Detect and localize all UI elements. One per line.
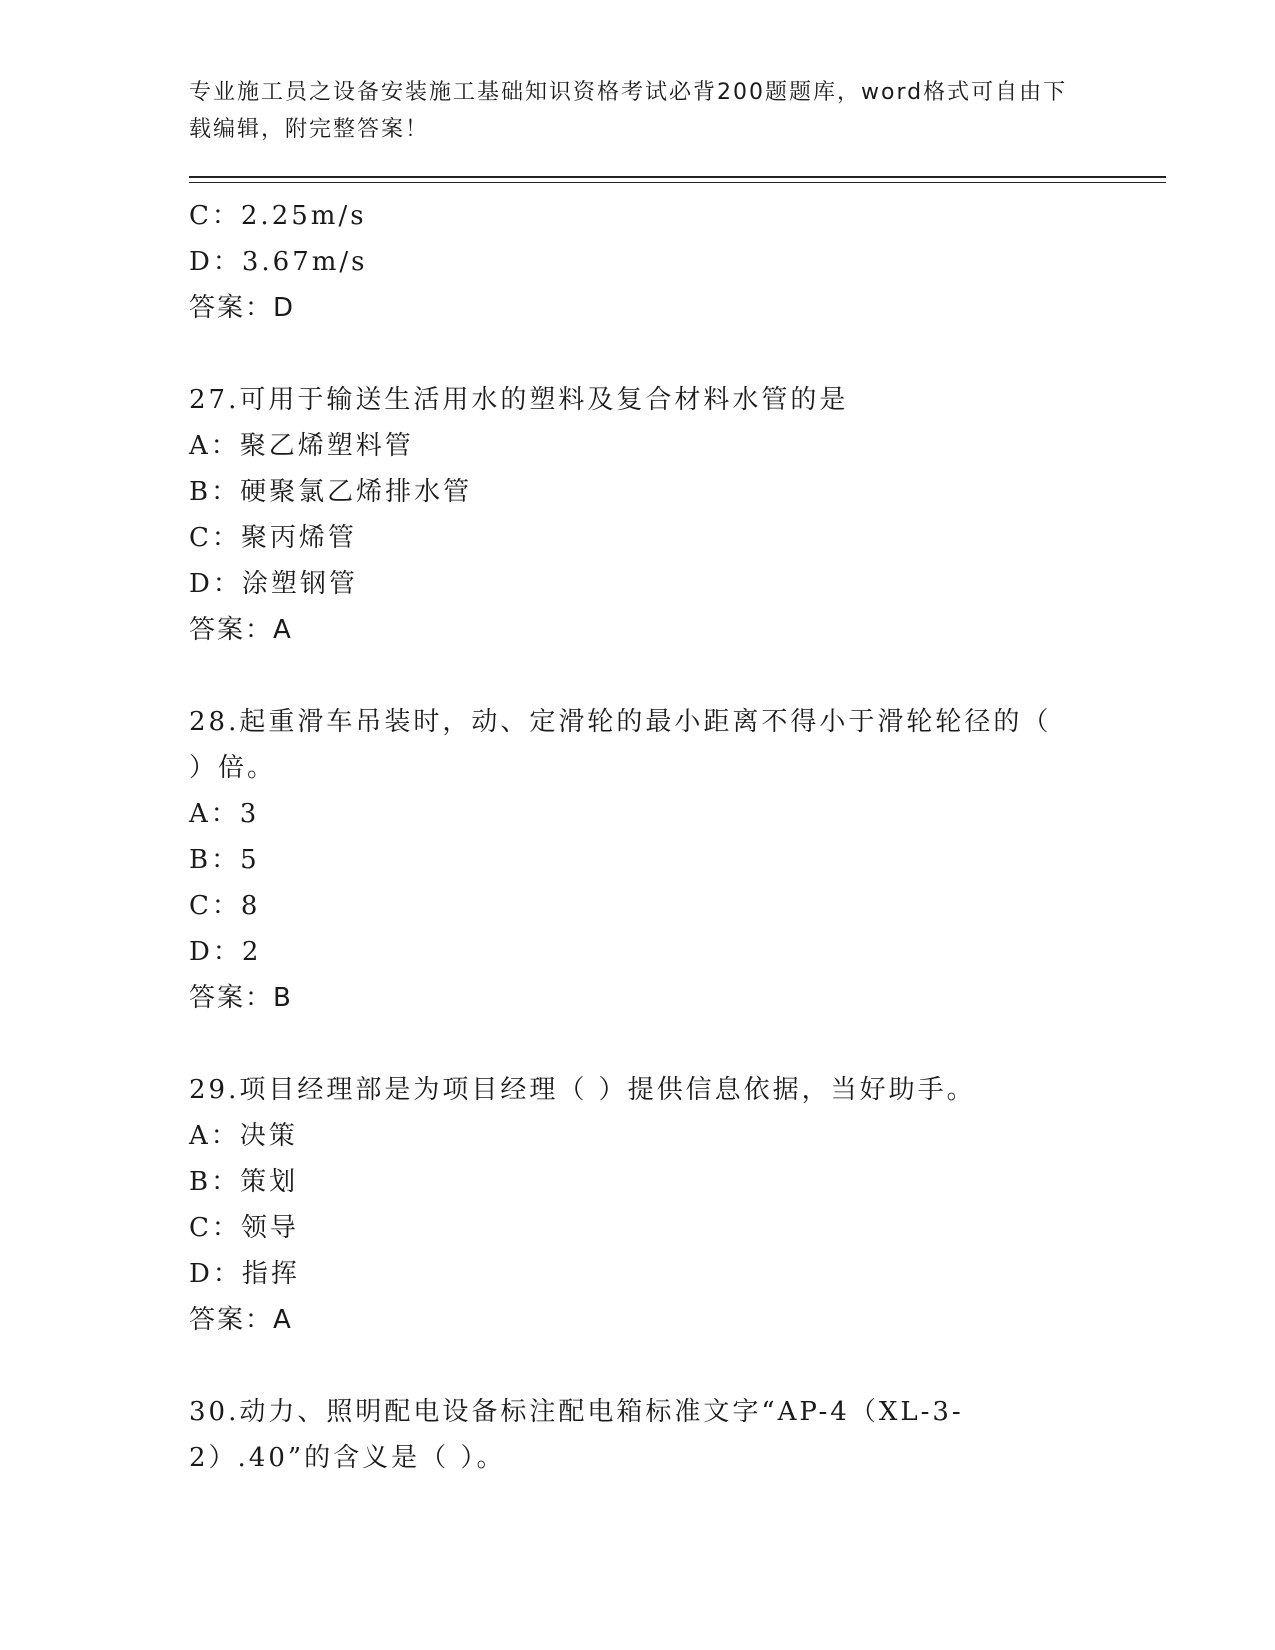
answer-label: 答案：D bbox=[189, 293, 296, 323]
question-30 bbox=[189, 1389, 1069, 1481]
question-stem: 28.起重滑车吊装时，动、定滑轮的最小距离不得小于滑轮轮径的（ ）倍。 bbox=[189, 707, 1052, 783]
option-d: D：3.67m/s bbox=[189, 247, 368, 277]
question-stem: 27.可用于输送生活用水的塑料及复合材料水管的是 bbox=[189, 385, 849, 415]
option-a: A：3 bbox=[189, 799, 260, 829]
option-c: C：聚丙烯管 bbox=[189, 523, 357, 553]
question-27 bbox=[189, 377, 1069, 653]
option-c: C：2.25m/s bbox=[189, 201, 367, 231]
option-c: C：8 bbox=[189, 891, 261, 921]
option-b: B：硬聚氯乙烯排水管 bbox=[189, 477, 473, 507]
option-d: D：涂塑钢管 bbox=[189, 569, 358, 599]
question-28 bbox=[189, 699, 1069, 1021]
answer-label: 答案：B bbox=[189, 983, 293, 1013]
answer-label: 答案：A bbox=[189, 615, 293, 645]
option-b: B：策划 bbox=[189, 1167, 299, 1197]
option-a: A：决策 bbox=[189, 1121, 298, 1151]
spacer bbox=[189, 653, 1069, 699]
spacer bbox=[189, 1343, 1069, 1389]
header-rule-thin bbox=[189, 182, 1166, 183]
option-c: C：领导 bbox=[189, 1213, 299, 1243]
spacer bbox=[189, 331, 1069, 377]
option-a: A：聚乙烯塑料管 bbox=[189, 431, 414, 461]
option-d: D：2 bbox=[189, 937, 262, 967]
answer-label: 答案：A bbox=[189, 1305, 293, 1335]
carry-over-block bbox=[189, 193, 1069, 331]
option-b: B：5 bbox=[189, 845, 260, 875]
question-list bbox=[189, 193, 1069, 1481]
question-stem: 29.项目经理部是为项目经理（ ）提供信息依据，当好助手。 bbox=[189, 1075, 976, 1105]
spacer bbox=[189, 1021, 1069, 1067]
option-d: D：指挥 bbox=[189, 1259, 300, 1289]
document-header: 专业施工员之设备安装施工基础知识资格考试必背200题题库，word格式可自由下载编辑，附完整答案！ bbox=[189, 80, 1068, 142]
header-rule-thick bbox=[189, 176, 1166, 178]
question-29 bbox=[189, 1067, 1069, 1343]
question-stem: 30.动力、照明配电设备标注配电箱标准文字“AP-4（XL-3-2）.40”的含义是（ ）。 bbox=[189, 1397, 964, 1473]
